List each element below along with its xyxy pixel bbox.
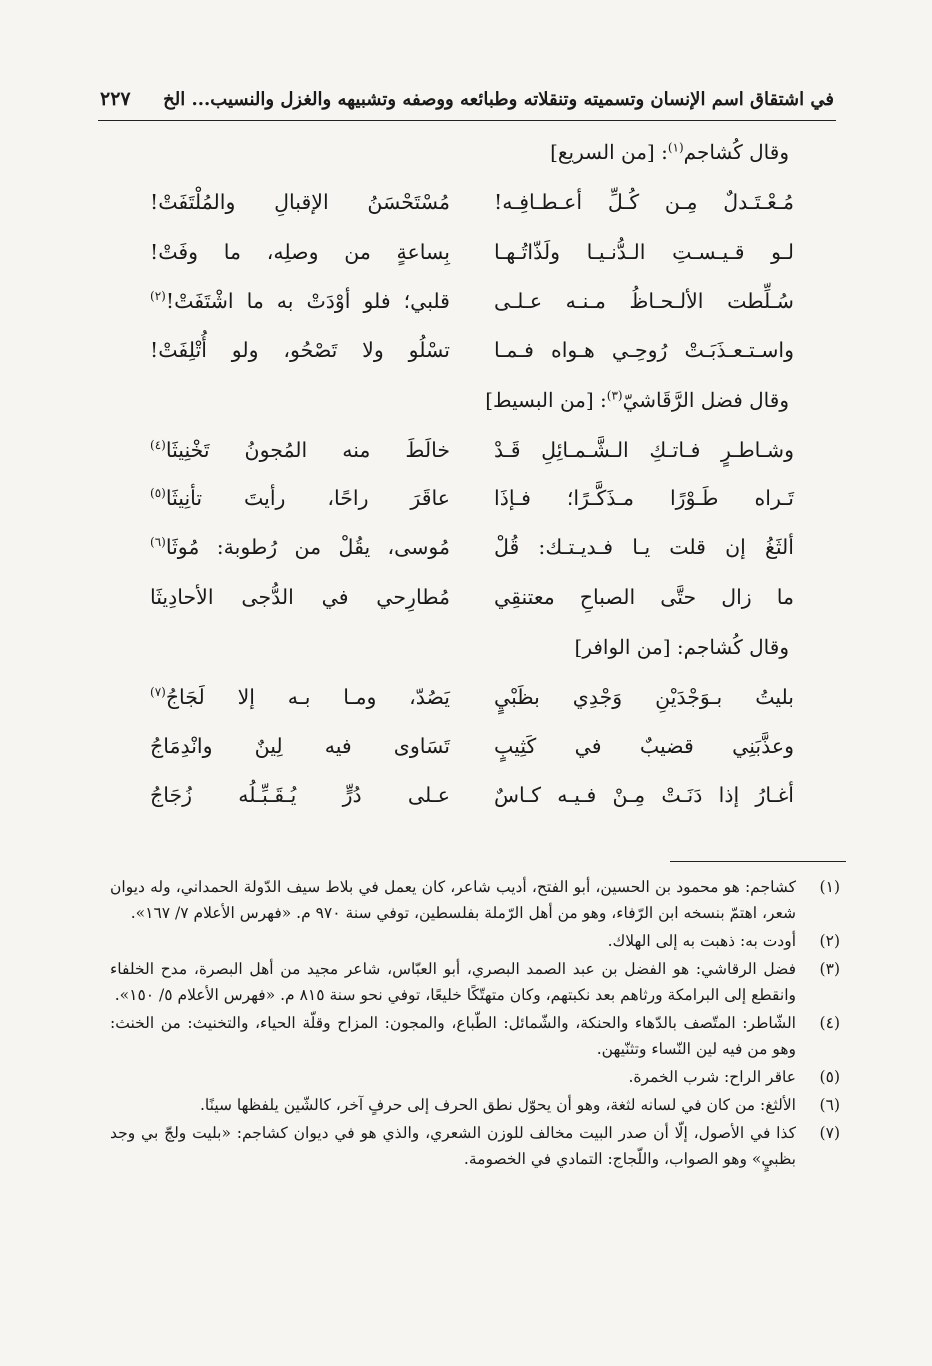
verse-second-text: تسْلُو ولا تَصْحُو، ولو أُتْلِفَتْ!: [150, 338, 450, 362]
footnote: [110, 928, 840, 954]
poem1-intro-text: وقال كُشاجم: [683, 140, 789, 164]
verse-note: (٢): [150, 289, 166, 304]
verse-note: (٤): [150, 438, 166, 453]
footnote-text: عاقر الراح: شرب الخمرة.: [628, 1068, 796, 1086]
verse: [150, 338, 794, 362]
verse: [150, 289, 794, 313]
poem1-meter: : [من السريع]: [550, 140, 668, 164]
verse-second-hemistich: [150, 190, 450, 214]
verse-second-hemistich: [150, 585, 450, 609]
verse: [150, 240, 794, 264]
verse-first-hemistich: لـو قـيـسـتِ الـدُّنـيـا ولَذّاتُـهـا: [494, 240, 794, 264]
verse-first-hemistich: تَـراه طَـوْرًا مـذَكَّـرًا؛ فـإذَا: [494, 486, 794, 510]
footnote-text: كذا في الأصول، إلّا أن صدر البيت مخالف للوزن الشعري، والذي هو في ديوان كشاجم: «بليت ولجّ بي وجد بظبيٍ» وهو الصواب، واللّجاج: التمادي في الخصومة.: [110, 1124, 796, 1168]
footnotes: [110, 874, 840, 1174]
footnote-number: (٣): [819, 960, 840, 978]
verse-note: (٧): [150, 685, 166, 700]
footnote-separator: [670, 861, 846, 862]
poem1-intro-note: (١): [667, 140, 684, 155]
verse-second-hemistich: [150, 783, 450, 807]
verse-second-text: عاقَرَ راحًا، رأيتَ تأنِيثَا: [165, 486, 450, 510]
verse: [150, 685, 794, 709]
footnote: [110, 1010, 840, 1062]
verse-second-hemistich: [150, 289, 450, 313]
poem1-intro: [550, 140, 789, 164]
poem2-intro-text: وقال فضل الرَّقَاشيّ: [622, 388, 789, 412]
verse-first-hemistich: وعذَّبَنِي قضيبٌ في كَثِيبٍ: [494, 734, 794, 758]
poem2-intro-note: (٣): [606, 388, 623, 403]
verse-second-text: مُوسى، يقُلْ من رُطوبة: مُوثَا: [165, 535, 450, 559]
verse-first-hemistich: سُـلِّطت الألـحـاظُ مـنـه عـلـى: [494, 289, 794, 313]
footnote-number: (١): [819, 878, 840, 896]
verse-first-hemistich: ما زال حتَّى الصباحِ معتنقِي: [494, 585, 794, 609]
footnote-number: (٦): [819, 1096, 840, 1114]
footnote-number: (٢): [819, 932, 840, 950]
footnote-number: (٧): [819, 1124, 840, 1142]
verse-second-text: خالَطَ منه المُجونُ تَخْنِيثَا: [165, 438, 450, 462]
verse-first-hemistich: مُـعْـتَـدلٌ مِـن كُـلِّ أعـطـافِـه!: [494, 190, 794, 214]
footnote-number: (٥): [819, 1068, 840, 1086]
poem3-intro: [575, 635, 789, 659]
footnote: [110, 1120, 840, 1172]
verse: [150, 438, 794, 462]
verse-first-hemistich: وشـاطـرٍ فـاتـكِ الـشَّـمـائِلِ قَـدْ: [494, 438, 794, 462]
verse: [150, 535, 794, 559]
verse-second-text: عـلى دُرٍّ يُـقَـبِّـلُه زُجَاجُ: [150, 783, 450, 807]
footnote-text: كشاجم: هو محمود بن الحسين، أبو الفتح، أديب شاعر، كان يعمل في بلاط سيف الدّولة الحمداني، وله ديوان شعر، اهتمّ بنسخه ابن الرّفاء، وهو من أهل الرّملة بفلسطين، توفي سنة ٩٧٠ م. «فهرس الأعلام ٧/ ١٦٧».: [110, 878, 796, 922]
verse-second-text: مُطارِحي في الدُّجى الأحادِيثَا: [150, 585, 450, 609]
verse-second-hemistich: [150, 685, 450, 709]
footnote: [110, 1064, 840, 1090]
running-title: في اشتقاق اسم الإنسان وتسميته وتنقلاته وطبائعه ووصفه وتشبيهه والغزل والنسيب... الخ: [163, 88, 834, 110]
footnote-text: فضل الرقاشي: هو الفضل بن عبد الصمد البصري، أبو العبّاس، شاعر مجيد من أهل البصرة، مدح الخلفاء وانقطع إلى البرامكة ورثاهم بعد نكبتهم، وكان متهتّكًا خليعًا، توفي نحو سنة ٨١٥ م. «فهرس الأعلام ٥/ ١٥٠».: [110, 960, 796, 1004]
verse: [150, 734, 794, 758]
verse-first-hemistich: أغـارُ إذا دَنَـتْ مِـنْ فـيـه كـاسٌ: [494, 783, 794, 807]
poem3-meter: : [من الوافر]: [574, 635, 684, 659]
footnote-text: الشّاطر: المتّصف بالدّهاء والحنكة، والشّمائل: الطّباع، والمجون: المزاح وقلّة الحياء، والتخنيث: من الخنث: وهو من فيه لين النّساء وتثنّيهن.: [110, 1014, 796, 1058]
verse-second-text: تَسَاوى فيه لِينٌ وانْدِمَاجُ: [150, 734, 450, 758]
verse: [150, 585, 794, 609]
footnote: [110, 1092, 840, 1118]
verse-first-hemistich: بليتُ بـوَجْدَيْنِ وَجْدِي بظَبْيٍ: [494, 685, 794, 709]
verse-second-hemistich: [150, 535, 450, 559]
verse: [150, 190, 794, 214]
verse-second-hemistich: [150, 438, 450, 462]
poem3-intro-text: وقال كُشاجم: [683, 635, 789, 659]
header-rule: [98, 120, 836, 121]
poem2-intro: [485, 388, 789, 412]
page-number: ٢٢٧: [100, 88, 131, 110]
footnote-text: الألثغ: من كان في لسانه لثغة، وهو أن يحوّل نطق الحرف إلى حرفٍ آخر، كالشّين يلفظها سينًا.: [200, 1096, 796, 1114]
running-header: [100, 82, 834, 116]
verse-second-text: مُسْتَحْسَنُ الإقبالِ والمُلْتَفَتْ!: [150, 190, 450, 214]
verse-note: (٦): [150, 535, 166, 550]
verse: [150, 783, 794, 807]
verse-second-text: قلبي؛ فلو أوْدَتْ به ما اشْتَفَتْ!: [165, 289, 450, 313]
verse-second-hemistich: [150, 240, 450, 264]
verse-second-text: يَصُدّ، ومـا بـه إلا لَجَاجُ: [165, 685, 450, 709]
verse-note: (٥): [150, 486, 166, 501]
verse-first-hemistich: واسـتـعـذَبَـتْ رُوحِـي هـواه فـمـا: [494, 338, 794, 362]
verse-second-text: بِساعةٍ من وصلِه، ما وفَتْ!: [150, 240, 450, 264]
footnote-number: (٤): [819, 1014, 840, 1032]
verse-second-hemistich: [150, 486, 450, 510]
footnote: [110, 874, 840, 926]
footnote-text: أودت به: ذهبت به إلى الهلاك.: [607, 932, 796, 950]
verse-second-hemistich: [150, 338, 450, 362]
verse: [150, 486, 794, 510]
footnote: [110, 956, 840, 1008]
poem2-meter: : [من البسيط]: [485, 388, 607, 412]
verse-second-hemistich: [150, 734, 450, 758]
verse-first-hemistich: ألثَغُ إن قلت يـا فـديـتـك: قُلْ: [494, 535, 794, 559]
